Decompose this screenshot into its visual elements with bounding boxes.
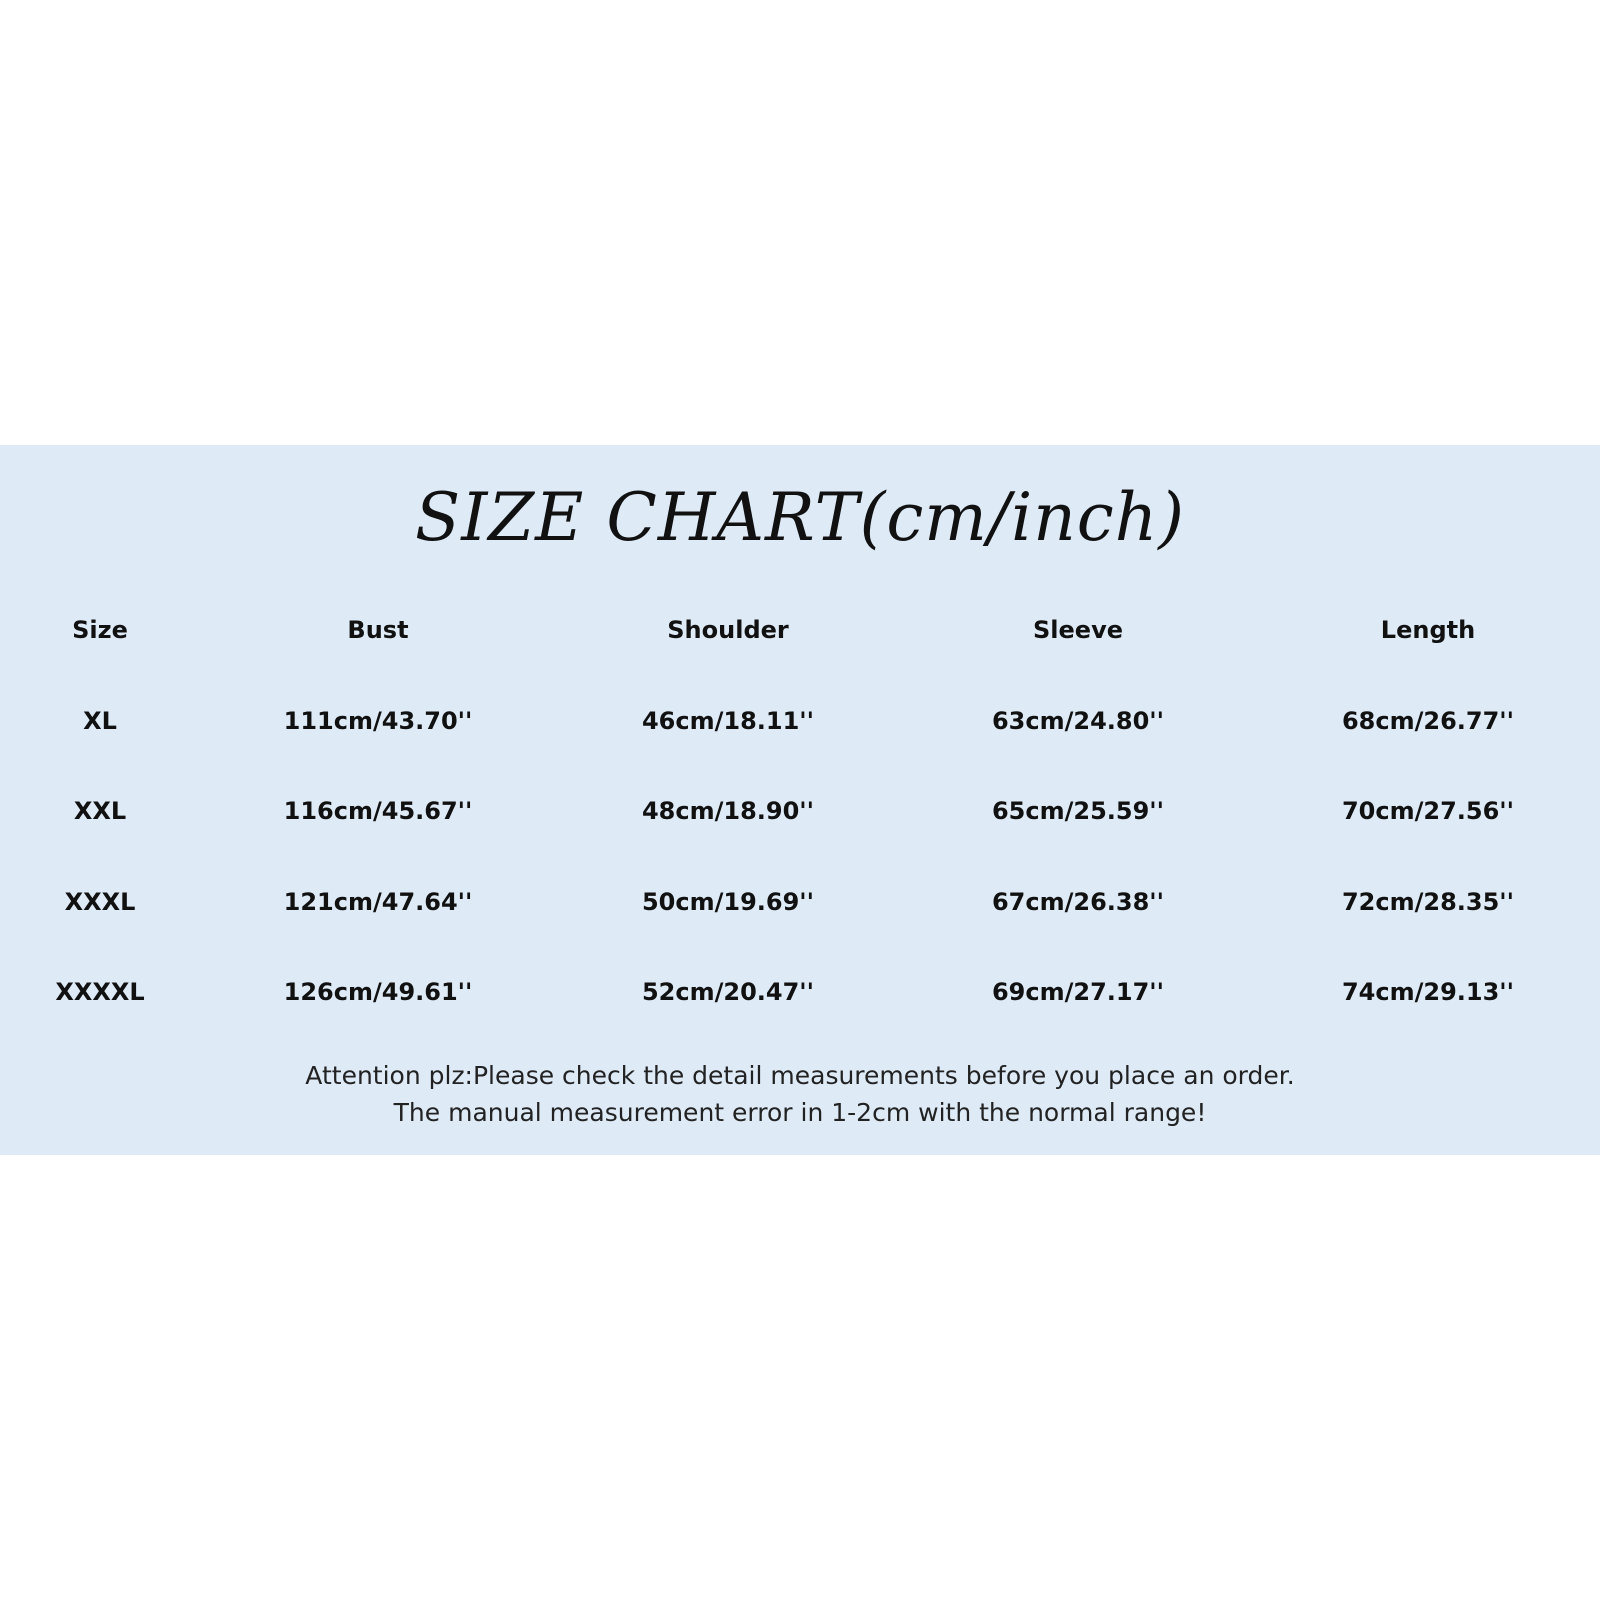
table-row: [0, 857, 1600, 948]
cell-bust: 121cm/47.64'': [283, 887, 473, 916]
cell-size: XL: [83, 706, 117, 735]
cell-length: 70cm/27.56'': [1341, 797, 1514, 825]
table-row: [0, 947, 1600, 1038]
note-line-2: The manual measurement error in 1-2cm with the normal range!: [393, 1098, 1207, 1127]
cell-shoulder: 46cm/18.11'': [641, 706, 814, 735]
measurement-note: [0, 1057, 1600, 1131]
cell-shoulder: 48cm/18.90'': [641, 797, 814, 825]
header-shoulder: Shoulder: [667, 616, 789, 644]
header-bust: Bust: [347, 616, 409, 644]
cell-bust: 111cm/43.70'': [283, 706, 473, 735]
cell-size: XXXXL: [55, 978, 145, 1006]
cell-bust: 116cm/45.67'': [283, 797, 473, 825]
cell-sleeve: 67cm/26.38'': [991, 887, 1164, 916]
size-table: [0, 585, 1600, 1038]
header-sleeve: Sleeve: [1033, 616, 1123, 644]
cell-sleeve: 65cm/25.59'': [991, 797, 1164, 825]
cell-length: 74cm/29.13'': [1341, 978, 1514, 1006]
cell-length: 68cm/26.77'': [1341, 706, 1514, 735]
chart-title: SIZE CHART(cm/inch): [415, 479, 1185, 556]
cell-shoulder: 50cm/19.69'': [641, 887, 814, 916]
cell-size: XXXL: [64, 887, 136, 916]
table-header-row: [0, 585, 1600, 676]
cell-sleeve: 63cm/24.80'': [991, 706, 1164, 735]
size-chart-panel: [0, 445, 1600, 1155]
note-line-1: Attention plz:Please check the detail measurements before you place an order.: [305, 1061, 1295, 1090]
cell-bust: 126cm/49.61'': [283, 978, 473, 1006]
cell-shoulder: 52cm/20.47'': [641, 978, 814, 1006]
cell-sleeve: 69cm/27.17'': [991, 978, 1164, 1006]
cell-length: 72cm/28.35'': [1341, 887, 1514, 916]
header-size: Size: [72, 616, 128, 644]
table-row: [0, 766, 1600, 857]
table-row: [0, 676, 1600, 767]
header-length: Length: [1380, 616, 1476, 644]
cell-size: XXL: [73, 797, 127, 825]
